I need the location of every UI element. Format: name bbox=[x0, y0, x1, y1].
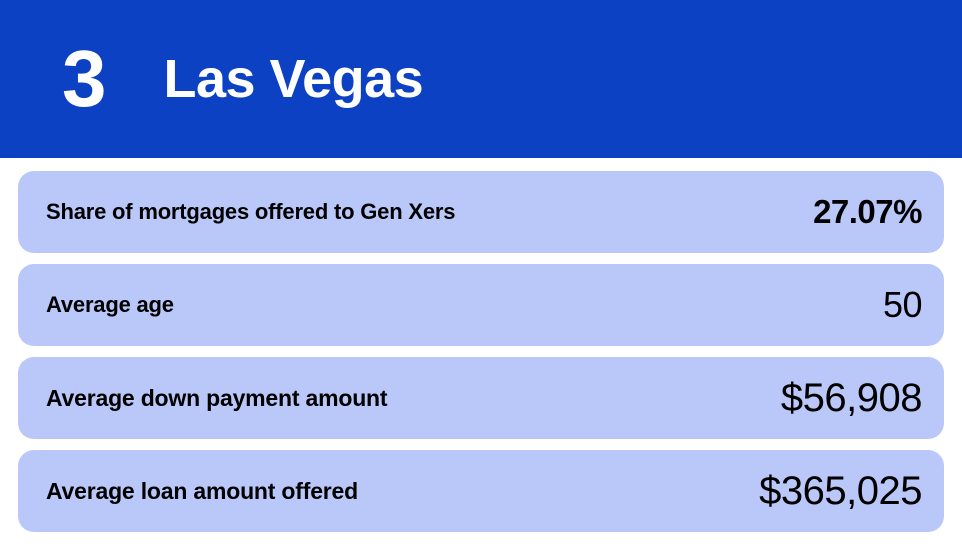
stat-rows bbox=[0, 158, 962, 553]
rank-number: 3 bbox=[62, 34, 106, 123]
stat-value: 27.07% bbox=[813, 193, 922, 230]
stat-row bbox=[18, 450, 944, 532]
stat-label: Average down payment amount bbox=[46, 384, 388, 411]
stat-row bbox=[18, 171, 944, 253]
stat-value: $365,025 bbox=[759, 468, 922, 513]
stat-label: Share of mortgages offered to Gen Xers bbox=[46, 199, 456, 224]
stat-row bbox=[18, 264, 944, 346]
stat-label: Average loan amount offered bbox=[46, 477, 358, 504]
stat-row bbox=[18, 357, 944, 439]
stat-value: $56,908 bbox=[780, 375, 922, 420]
card-header bbox=[0, 0, 962, 158]
stat-value: 50 bbox=[882, 284, 922, 325]
stat-label: Average age bbox=[46, 292, 174, 317]
city-name: Las Vegas bbox=[163, 49, 424, 109]
